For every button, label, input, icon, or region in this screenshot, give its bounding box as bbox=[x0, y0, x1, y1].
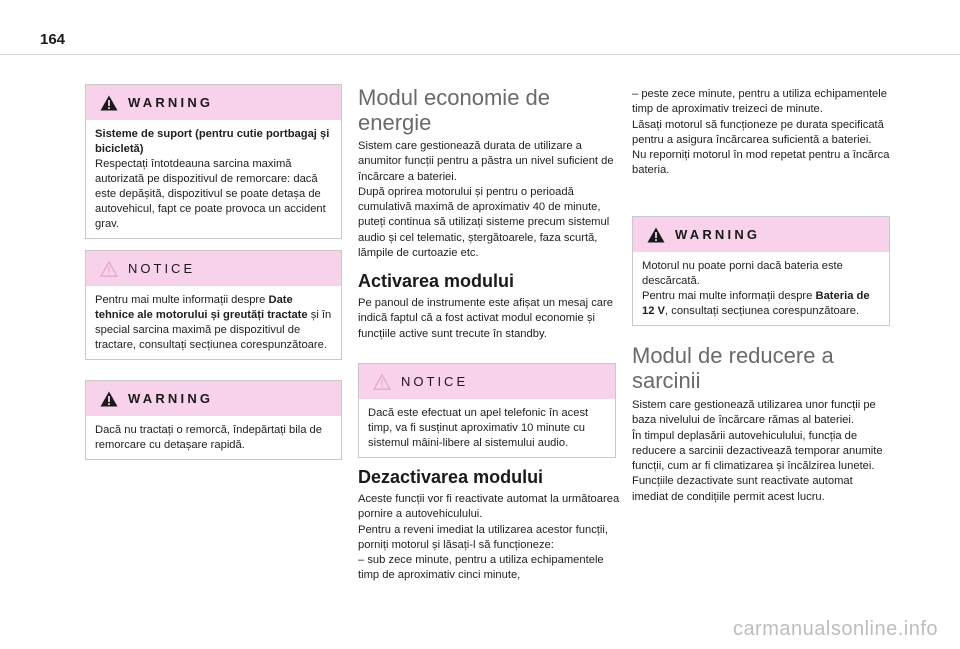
warning-link-text: Bateria de 12 V bbox=[642, 290, 870, 317]
load-reduction-text bbox=[632, 398, 890, 505]
heading-activate-mode: Activarea modului bbox=[358, 271, 515, 291]
paragraph: Nu reporniți motorul în mod repetat pentru a încărca bateria. bbox=[632, 149, 890, 177]
paragraph: Funcțiile dezactivate sunt reactivate automat imediat de condițiile permit acest lucru. bbox=[632, 475, 853, 503]
warning-text: Respectați întotdeauna sarcina maximă autorizată pe dispozitivul de remorcare: dacă este depășită, dispozitivul se poate detașa de autovehicul, fapt ce poate provoca un accident grav. bbox=[95, 158, 326, 230]
paragraph: Aceste funcții vor fi reactivate automat la următoarea pornire a autovehiculului. bbox=[358, 493, 620, 521]
paragraph: – sub zece minute, pentru a utiliza echipamentele timp de aproximativ cinci minute, bbox=[358, 554, 604, 582]
notice-text-part: Pentru mai multe informații despre bbox=[95, 294, 269, 306]
warning-label: WARNING bbox=[675, 227, 761, 242]
deactivate-mode-continued bbox=[632, 87, 890, 179]
activate-mode-text: Pe panoul de instrumente este afișat un mesaj care indică faptul că a fost activat modul economie și funcțiile active sunt trecute în standby. bbox=[358, 297, 613, 340]
paragraph: Sistem care gestionează utilizarea unor funcții pe baza nivelului de încărcare rămas al bateriei. bbox=[632, 399, 876, 427]
notice-label: NOTICE bbox=[128, 261, 196, 276]
notice-box-towing bbox=[85, 250, 342, 360]
notice-label: NOTICE bbox=[401, 374, 469, 389]
warning-text-part: , consultați secțiunea corespunzătoare. bbox=[665, 305, 860, 317]
title-line: sarcinii bbox=[632, 368, 701, 393]
warning-triangle-icon bbox=[100, 95, 118, 111]
paragraph: – peste zece minute, pentru a utiliza echipamentele timp de aproximativ treizeci de minute. bbox=[632, 88, 887, 116]
warning-header bbox=[86, 85, 341, 120]
notice-text-part: și în special sarcina maximă pe dispozitivul de tractare, consultați secțiunea corespunzătoare. bbox=[95, 309, 332, 351]
watermark: carmanualsonline.info bbox=[732, 618, 938, 640]
warning-label: WARNING bbox=[128, 95, 214, 110]
notice-text: Dacă este efectuat un apel telefonic în acest timp, va fi susținut aproximativ 10 minute cu sistemul mâini-libere al sistemului audio. bbox=[368, 407, 589, 449]
warning-header bbox=[86, 381, 341, 416]
warning-text-part: Pentru mai multe informații despre bbox=[642, 290, 816, 302]
warning-triangle-icon bbox=[647, 227, 665, 243]
notice-header bbox=[86, 251, 341, 286]
energy-economy-intro bbox=[358, 139, 614, 261]
paragraph: Sistem care gestionează durata de utilizare a anumitor funcții pentru a păstra un nivel suficient de încărcare a bateriei. bbox=[358, 140, 614, 183]
title-line: Modul de reducere a bbox=[632, 343, 834, 368]
title-line: energie bbox=[358, 110, 432, 135]
heading-deactivate-mode: Dezactivarea modului bbox=[358, 467, 544, 487]
paragraph: Pentru a reveni imediat la utilizarea acestor funcții, porniți motorul și lăsați-l să funcționeze: bbox=[358, 523, 608, 551]
warning-box-battery bbox=[632, 216, 890, 326]
page-number: 164 bbox=[40, 31, 66, 48]
notice-header bbox=[359, 364, 615, 399]
warning-triangle-icon bbox=[100, 391, 118, 407]
paragraph: Lăsați motorul să funcționeze pe durata specificată pentru a asigura încărcarea suficientă a bateriei. bbox=[632, 118, 884, 146]
notice-triangle-icon bbox=[373, 374, 391, 390]
warning-heading: Sisteme de suport (pentru cutie portbagaj și bicicletă) bbox=[95, 128, 330, 155]
warning-box-towing bbox=[85, 84, 342, 239]
warning-header bbox=[633, 217, 889, 252]
paragraph: Motorul nu poate porni dacă bateria este descărcată. bbox=[642, 260, 843, 287]
warning-label: WARNING bbox=[128, 391, 214, 406]
notice-triangle-icon bbox=[100, 261, 118, 277]
top-divider bbox=[0, 54, 960, 55]
deactivate-mode-text bbox=[358, 492, 620, 584]
notice-text bbox=[86, 286, 341, 359]
notice-link-text: Date tehnice ale motorului și greutăți tractate bbox=[95, 294, 308, 321]
section-title-energy-economy bbox=[358, 85, 608, 135]
section-title-load-reduction bbox=[632, 343, 888, 393]
paragraph: După oprirea motorului și pentru o perioadă cumulativă maximă de aproximativ 40 de minute, puteți continua să utilizați sisteme precum sistemul audio și cel telematic, ștergătoarele, faza scurtă, lămpile de curtoazie etc. bbox=[358, 185, 610, 260]
warning-text: Dacă nu tractați o remorcă, îndepărtați bila de remorcare cu detașare rapidă. bbox=[95, 424, 322, 451]
warning-text bbox=[633, 252, 889, 325]
paragraph: În timpul deplasării autovehiculului, funcția de reducere a sarcinii dezactivează temporar anumite funcții, cum ar fi climatizarea și încălzirea lunetei. bbox=[632, 429, 883, 473]
title-line: Modul economie de bbox=[358, 85, 551, 110]
warning-box-towball bbox=[85, 380, 342, 460]
notice-box-phone bbox=[358, 363, 616, 458]
